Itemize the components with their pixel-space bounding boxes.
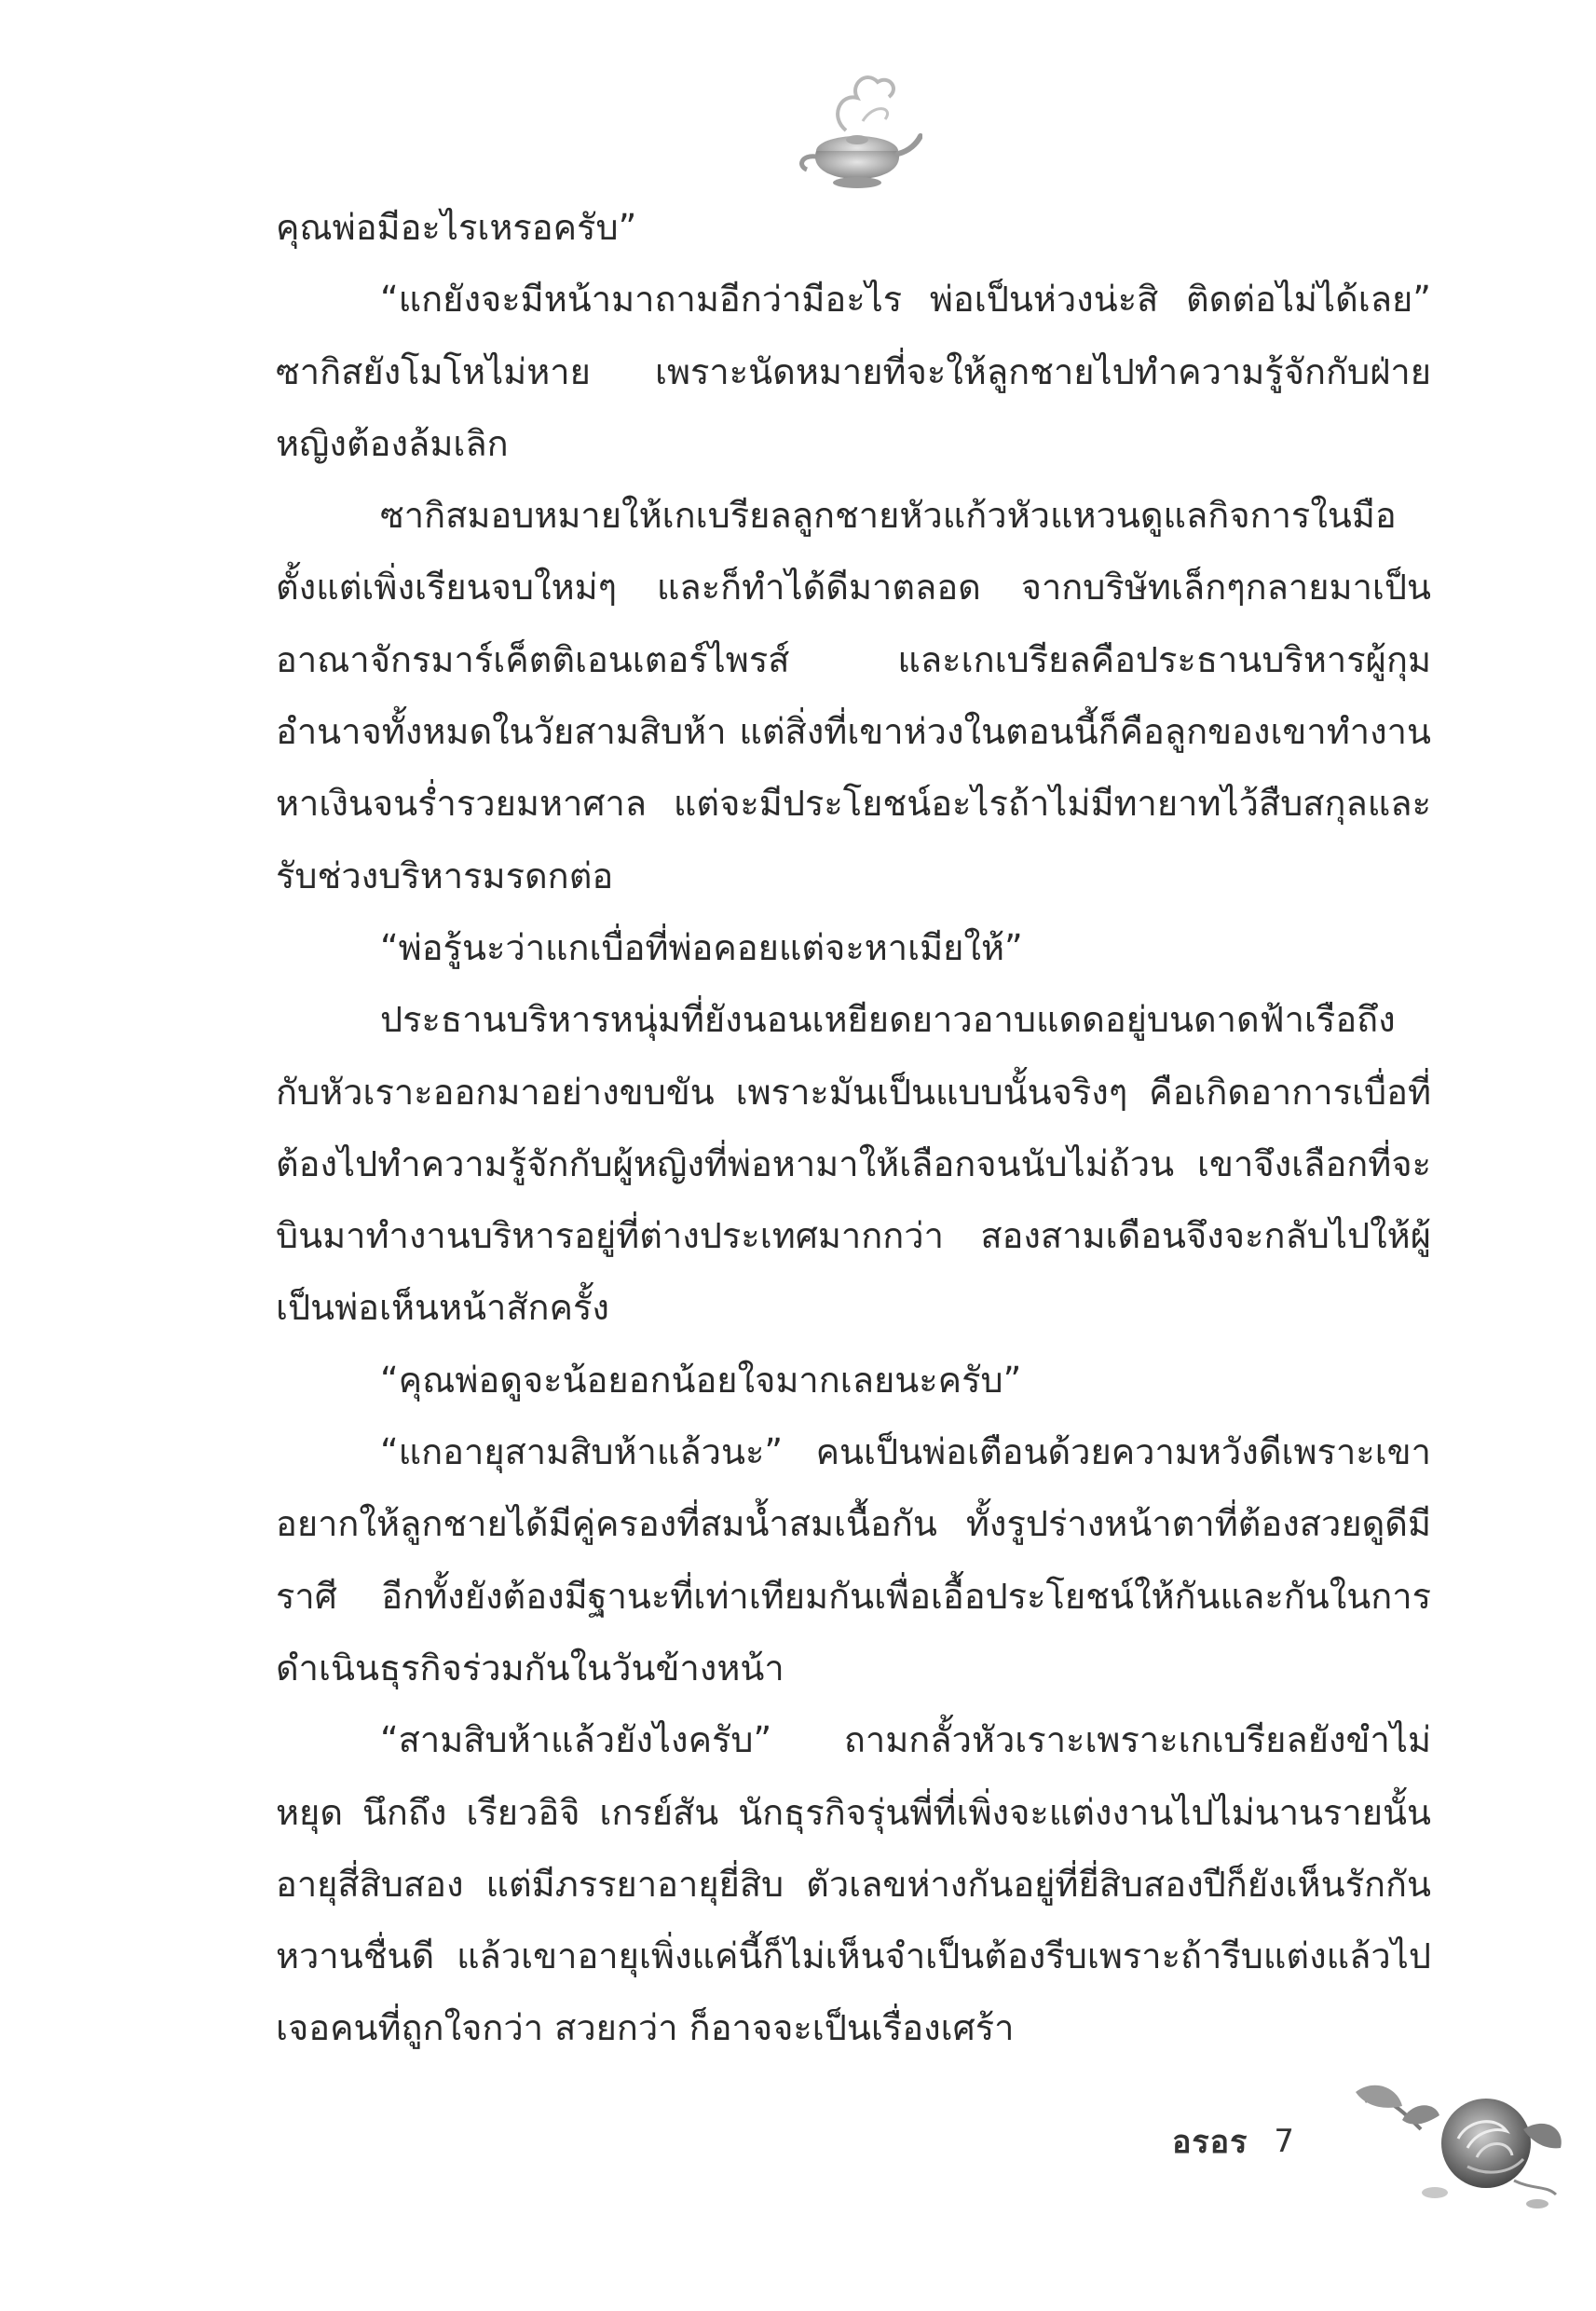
paragraph: คุณพ่อมีอะไรเหรอครับ”	[276, 207, 637, 248]
paragraph: ซากิสมอบหมายให้เกเบรียลลูกชายหัวแก้วหัวแหวนดูแลกิจการในมือตั้งแต่เพิ่งเรียนจบใหม่ๆ และก็ทำได้ดีมาตลอด จากบริษัทเล็กๆกลายมาเป็นอาณาจักรมาร์เค็ตติเอนเตอร์ไพรส์ และเกเบรียลคือประธานบริหารผู้กุมอำนาจทั้งหมดในวัยสามสิบห้า แต่สิ่งที่เขาห่วงในตอนนี้ก็คือลูกของเขาทำงานหาเงินจนร่ำรวยมหาศาล แต่จะมีประโยชน์อะไรถ้าไม่มีทายาทไว้สืบสกุลและรับช่วงบริหารมรดกต่อ	[276, 495, 1431, 896]
page-number: 7	[1274, 2123, 1295, 2160]
paragraph: “พ่อรู้นะว่าแกเบื่อที่พ่อคอยแต่จะหาเมียให้”	[380, 926, 1023, 968]
body-text	[276, 192, 1431, 2065]
paragraph: ประธานบริหารหนุ่มที่ยังนอนเหยียดยาวอาบแดดอยู่บนดาดฟ้าเรือถึงกับหัวเราะออกมาอย่างขบขัน เพราะมันเป็นแบบนั้นจริงๆ คือเกิดอาการเบื่อที่ต้องไปทำความรู้จักกับผู้หญิงที่พ่อหามาให้เลือกจนนับไม่ถ้วน เขาจึงเลือกที่จะบินมาทำงานบริหารอยู่ที่ต่างประเทศมากกว่า สองสามเดือนจึงจะกลับไปให้ผู้เป็นพ่อเห็นหน้าสักครั้ง	[276, 999, 1431, 1329]
paragraph: “สามสิบห้าแล้วยังไงครับ” ถามกลั้วหัวเราะเพราะเกเบรียลยังขำไม่หยุด นึกถึง เรียวอิจิ เกรย์สัน นักธุรกิจรุ่นพี่ที่เพิ่งจะแต่งงานไปไม่นานรายนั้นอายุสี่สิบสอง แต่มีภรรยาอายุยี่สิบ ตัวเลขห่างกันอยู่ที่ยี่สิบสองปีก็ยังเห็นรักกันหวานชื่นดี แล้วเขาอายุเพิ่งแค่นี้ก็ไม่เห็นจำเป็นต้องรีบเพราะถ้ารีบแต่งแล้วไปเจอคนที่ถูกใจกว่า สวยกว่า ก็อาจจะเป็นเรื่องเศร้า	[276, 1719, 1431, 2049]
paragraph: “แกยังจะมีหน้ามาถามอีกว่ามีอะไร พ่อเป็นห่วงน่ะสิ ติดต่อไม่ได้เลย” ซากิสยังโมโหไม่หาย เพราะนัดหมายที่จะให้ลูกชายไปทำความรู้จักกับฝ่ายหญิงต้องล้มเลิก	[276, 279, 1431, 464]
running-title: อรอร	[1172, 2124, 1248, 2161]
paragraph: “แกอายุสามสิบห้าแล้วนะ” คนเป็นพ่อเตือนด้วยความหวังดีเพราะเขาอยากให้ลูกชายได้มีคู่ครองที่สมน้ำสมเนื้อกัน ทั้งรูปร่างหน้าตาที่ต้องสวยดูดีมีราศี อีกทั้งยังต้องมีฐานะที่เท่าเทียมกันเพื่อเอื้อประโยชน์ให้กันและกันในการดำเนินธุรกิจร่วมกันในวันข้างหน้า	[276, 1431, 1431, 1689]
magic-lamp-icon	[792, 65, 922, 205]
rose-icon	[1346, 2073, 1570, 2213]
paragraph: “คุณพ่อดูจะน้อยอกน้อยใจมากเลยนะครับ”	[380, 1359, 1022, 1401]
page-footer	[1172, 2113, 1294, 2169]
